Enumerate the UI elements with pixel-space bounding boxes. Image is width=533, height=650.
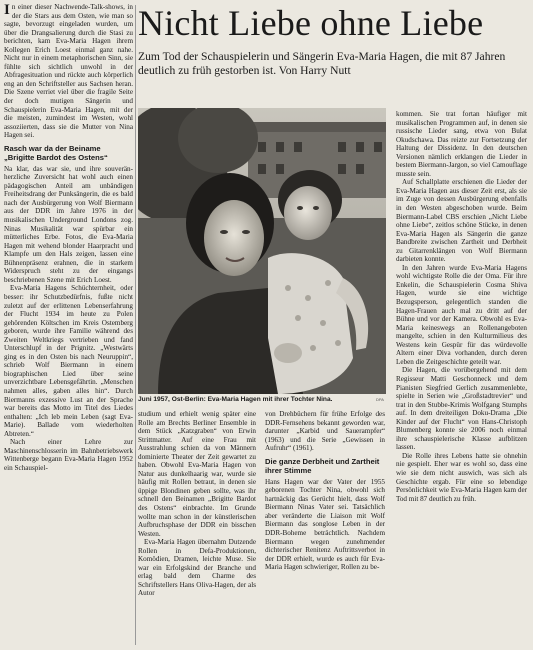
body-paragraph: Die Rolle ihres Lebens hatte sie ohnehin nie gespielt. Eher war es wohl so, dass eine wie sie dem nicht auswich, was sich als Geschichte ergab. Für eine so lebendige Persönlichkeit wie Eva-Maria Hagen kam der Tod mit 87 deutlich zu früh.: [396, 451, 527, 503]
headline: Nicht Liebe ohne Liebe: [138, 3, 484, 43]
article-column-3: [265, 410, 385, 649]
subheading-2: Die ganze Derbheit und Zartheit ihrer Stimme: [265, 456, 380, 475]
body-paragraph: Auf Schallplatte erschienen die Lieder der Eva-Maria Hagen aus dieser Zeit erst, als sie im Zuge von dessen Ausbürgerung ebenfalls in den Westen abgeschoben wurde. Beim Biermann-Label CBS erschien „Nicht Liebe ohne Liebe“, zeitlos schöne Stücke, in denen Eva-Maria Hagen als Sängerin die ganze Bandbreite zwischen Zartheit und Derbheit zu Gitarrenklängen von Wolf Biermann darbieten konnte.: [396, 178, 527, 264]
body-paragraph: kommen. Sie trat fortan häufiger mit musikalischen Programmen auf, in denen sie russische Lieder sang, etwa von Bulat Okudschawa. Das reizte zur Fortsetzung der Haltung der Dissidenz. In den deutschen Versionen nämlich erklangen die Lieder in bestem Biermann-Jargon, so viel Camouflage musste sein.: [396, 110, 527, 178]
photo-credit: DPA: [376, 397, 384, 402]
article-column-2: [138, 410, 256, 649]
article-column-1: [4, 3, 133, 649]
body-paragraph: Die Hagen, die vorübergehend mit dem Regisseur Matti Geschonneck und dem Pianisten Siegfried Gerlich zusammenlebte, spielte in Serien wie „Großstadtrevier“ und trat in den Stubbe-Krimis Wolfgang Stumphs auf. In dem dreiteiligen Doku-Drama „Die Kinder auf der Flucht“ von Hans-Christoph Blumenberg konnte sie 2006 noch einmal ihre schauspielerische Klasse aufblitzen lassen.: [396, 366, 527, 452]
photo-mother-daughter: [138, 108, 386, 394]
body-paragraph: Eva-Maria Hagens Schüchternheit, oder besser: ihr Schutzbedürfnis, fußte nicht zuletzt auf der erlittenen Lebenserfahrung der Flucht 1934 im heute zu Polen gehörenden Költschen im Kreis Ostemberg geboren, wurde ihre Familie während des Zweiten Weltkriegs vertrieben und fand Unterschlupf in der Prignitz. „Westwärts ging es in den Osten bis nach Neuruppin“, schrieb Wolf Biermann in einem biographischen Lied über seine unverzichtbare Lebensgefährtin. „Menschen nahmen alles, gaben alles hin“. Durch Biermanns exzessive Lust an der Sprache war bereits das Motto im Titel des Liedes enthalten: „Ich leb mein Leben (sagt Eva-Marie). Ballade vom wiederholten Abtreten.“: [4, 284, 133, 438]
subheadline: Zum Tod der Schauspielerin und Sängerin Eva-Maria Hagen, die mit 87 Jahren deutlich zu früh gestorben ist. Von Harry Nutt: [138, 50, 506, 78]
body-paragraph: Nach einer Lehre zur Maschinenschlosserin im Bahnbetriebswerk Wittenberge begann Eva-Maria Hagen 1952 ein Schauspiel-: [4, 438, 133, 472]
body-paragraph: Na klar, das war sie, und ihre souverän-herzliche Zuversicht hat wohl auch einen pädagogischen Anteil am unbändigen Freiheitsdrang der Punksängerin, die es bald nach der Ausbürgerung von Wolf Biermann aus der DDR im Jahre 1976 in der musikalischen Underground Londons zog. Ninas Musikalität war spürbar ein mütterliches Erbe. Fotos, die Eva-Maria Hagen mit wehend blonder Haarpracht und Klampfe um den Hals zeigen, lassen eine Bühnenpräsenz erahnen, die in starkem Widerspruch steht zu der eingangs beschriebenen Szene mit Erich Loest.: [4, 164, 133, 284]
subheading-1: Rasch war da der Beiname „Brigitte Bardot des Ostens“: [4, 143, 108, 162]
article-photo: [138, 108, 386, 394]
body-paragraph: In den Jahren wurde Eva-Maria Hagens wohl wichtigste Rolle die der Oma. Für ihre Enkelin, die Schauspielerin Cosma Shiva Hagen, wurde sie eine wichtige Bezugsperson, gelegentlich standen die Hagen-Frauen auch mal zu dritt auf der Bühne und vor der Kamera. Obwohl es Eva-Maria keineswegs an Rollenangeboten mangelte, schien in den Kulturmilieus des Westens kein Gespür für das würdevolle Altern einer Diva vorhanden, durch deren Leben die Zeitgeschichte geteilt war.: [396, 263, 527, 366]
body-paragraph: Eva-Maria Hagen übernahm Dutzende Rollen in Defa-Produktionen, Komödien, Dramen, leichte Muse. Sie war ein Erfolgskind der Branche und erlag bald dem Charme des Schriftstellers Hans Oliva-Hagen, der als Autor: [138, 538, 256, 598]
drop-cap: I: [4, 3, 10, 18]
body-paragraph: Hans Hagen war der Vater der 1955 geborenen Tochter Nina, obwohl sich hartnäckig das Gerücht hielt, dass Wolf Biermann Ninas Vater sei. Tatsächlich aber veränderte die Liaison mit Wolf Biermann das songlose Leben in der DDR-Boheme beträchtlich. Nachdem Biermann wegen zunehmender dichterischer Renitenz Auftrittsverbot in der DDR erhielt, wurde es auch für Eva-Maria Hagen schwieriger, Rollen zu be-: [265, 477, 385, 572]
body-paragraph: von Drehbüchern für frühe Erfolge des DDR-Fernsehens bekannt geworden war, darunter „Karbid und Sauerampfer“ (1963) und die Serie „Gewissen in Aufruhr“ (1961).: [265, 410, 385, 453]
article-column-4: [396, 110, 527, 649]
photo-caption: Juni 1957, Ost-Berlin: Eva-Maria Hagen mit ihrer Tochter Nina.: [138, 396, 333, 403]
body-paragraph: studium und erhielt wenig später eine Rolle am Brechts Berliner Ensemble in dem Stück „Katzgraben“ von Erwin Strittmatter. Auf eine Frau mit Ausstrahlung schien da von Männern dominierte Theater der Zeit gewartet zu haben. Obwohl Eva-Maria Hagen von Natur aus dunkelhaarig war, wurde sie häufig mit Rollen betraut, in denen sie üppige Blondinen geben sollte, was ihr schnell den Beinamen „Brigitte Bardot des Ostens“ einbrachte. Im Grunde wollte man schon in der künstlerischen Aufbruchsphase der DDR ein bisschen Westen.: [138, 410, 256, 538]
intro-paragraph: In einer dieser Nachwende-Talk-shows, in der die Stars aus dem Osten, wie man so sagte, bevorzugt eingeladen wurden, um über die Drangsalierung durch die Stasi zu berichten, kam Eva-Maria Hagen ihrem Kollegen Erich Loest einmal ganz nahe. Nicht nur in einem metaphorischen Sinn, sie fühlte sich sichtlich unwohl in der Abfragesituation und rückte auch körperlich eng an den Schriftsteller aus Sachsen heran. Die Szene verriet viel über die fragile Seite der doch mutigen Sängerin und Schauspielerin Eva-Maria Hagen, mit der die meisten, zumindest im Westen, wohl assoziierten, dass sie die Mutter von Nina Hagen sei.: [4, 3, 133, 140]
